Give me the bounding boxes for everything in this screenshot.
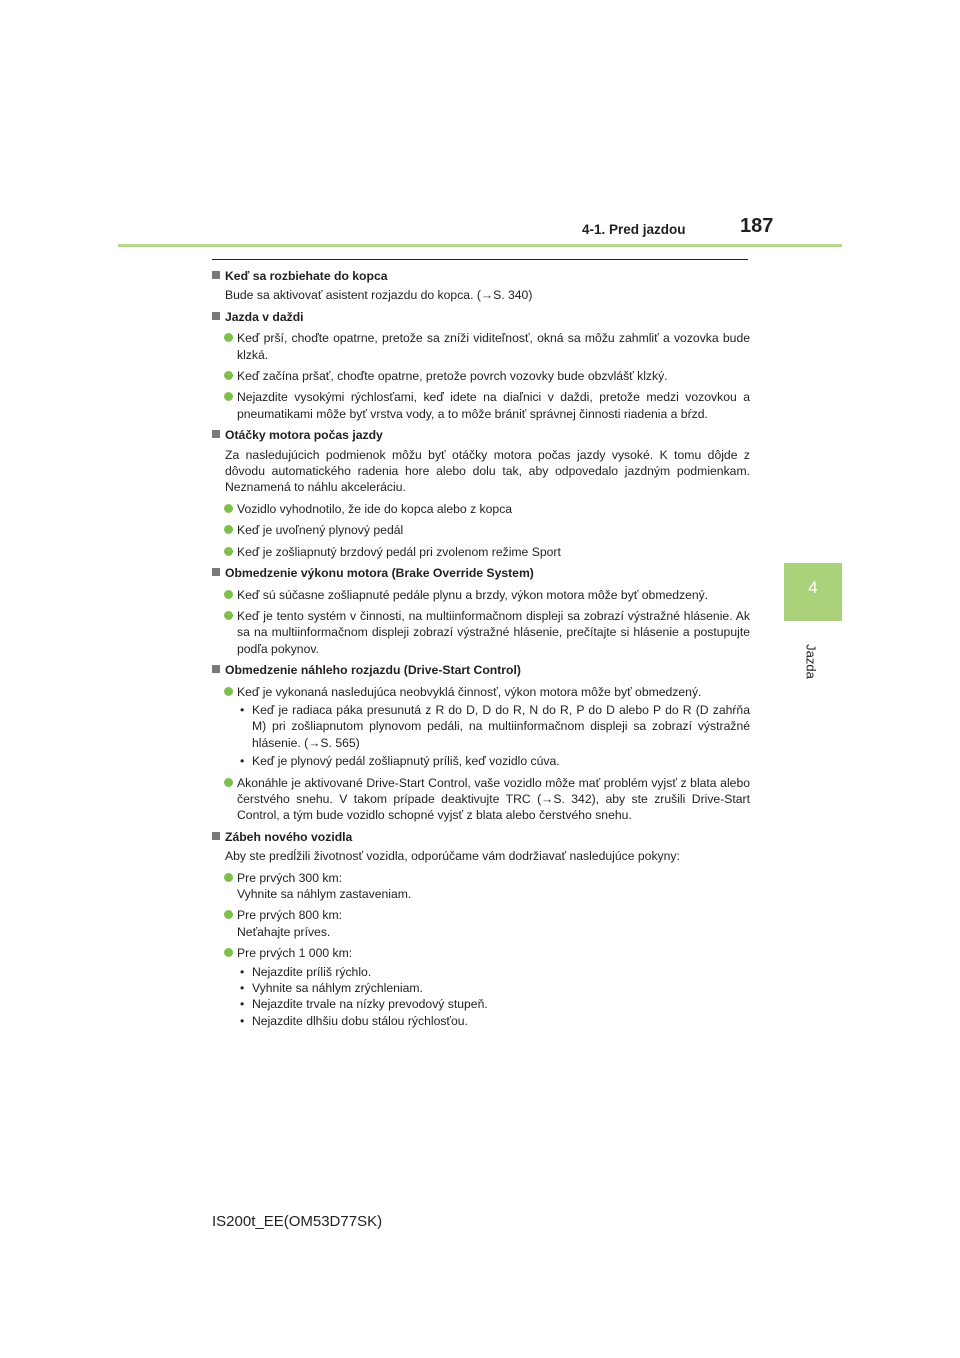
bullet-text: Nejazdite vysokými rýchlosťami, keď idete na diaľnici v daždi, pretože medzi vozovkou a pneumatikami môže byť vrstva vody, a to môže brániť správnej činnosti riadenia a bŕzd. [237, 390, 750, 421]
paragraph: Aby ste predĺžili životnosť vozidla, odporúčame vám dodržiavať nasledujúce pokyny: [225, 849, 680, 864]
square-bullet-icon [212, 665, 220, 673]
bullet-item [212, 330, 750, 363]
section-heading [212, 662, 750, 678]
section-heading [212, 829, 750, 845]
bullet-item [212, 870, 750, 903]
bullet-text: Keď je uvoľnený plynový pedál [237, 523, 404, 538]
bullet-text: Keď začína pršať, choďte opatrne, pretože povrch vozovky bude obzvlášť klzký. [237, 369, 668, 384]
sub-bullet-item [212, 753, 750, 769]
sub-bullet-text: Nejazdite dlhšiu dobu stálou rýchlosťou. [252, 1013, 468, 1028]
square-bullet-icon [212, 832, 220, 840]
sub-bullet-item [212, 964, 750, 980]
bullet-item [212, 587, 750, 603]
sub-bullet-text: Nejazdite príliš rýchlo. [252, 964, 372, 979]
chapter-label [801, 630, 821, 700]
circle-bullet-icon [224, 611, 233, 620]
circle-bullet-icon [224, 910, 233, 919]
manual-code: IS200t_EE(OM53D77SK) [212, 1213, 383, 1230]
bullet-text-line2: Neťahajte príves. [237, 924, 331, 939]
circle-bullet-icon [224, 504, 233, 513]
sub-bullet-text: Vyhnite sa náhlym zrýchleniam. [252, 981, 423, 996]
sub-bullet-item [212, 996, 750, 1012]
heading-text: Jazda v daždi [225, 309, 304, 324]
bullet-item [212, 907, 750, 940]
paragraph: Za nasledujúcich podmienok môžu byť otáčky motora počas jazdy vysoké. K tomu dôjde z dôvodu automatického radenia hore alebo dolu tak, aby odpovedalo jazdným podmienkam. Neznamená to náhlu akceleráciu. [225, 447, 750, 495]
bullet-item [212, 775, 750, 824]
sub-bullet-item [212, 702, 750, 751]
bullet-text: Pre prvých 300 km: [237, 870, 342, 885]
bullet-item [212, 501, 750, 517]
square-bullet-icon [212, 312, 220, 320]
chapter-label-text: Jazda [803, 644, 819, 679]
section-title: 4-1. Pred jazdou [582, 222, 686, 237]
bullet-text-line2: Vyhnite sa náhlym zastaveniam. [237, 887, 412, 901]
heading-text: Obmedzenie náhleho rozjazdu (Drive-Start Control) [225, 663, 521, 678]
bullet-text: Keď sú súčasne zošliapnuté pedále plynu a brzdy, výkon motora môže byť obmedzený. [237, 587, 709, 602]
heading-text: Zábeh nového vozidla [225, 829, 353, 844]
circle-bullet-icon [224, 590, 233, 599]
bullet-item [212, 389, 750, 422]
circle-bullet-icon [224, 525, 233, 534]
section-heading [212, 268, 750, 284]
circle-bullet-icon [224, 371, 233, 380]
dot-bullet-icon: • [240, 754, 245, 769]
paragraph: Bude sa aktivovať asistent rozjazdu do kopca. (→S. 340) [225, 288, 533, 303]
bullet-text: Pre prvých 800 km: [237, 908, 342, 923]
bullet-item [212, 368, 750, 384]
circle-bullet-icon [224, 873, 233, 882]
dot-bullet-icon: • [240, 981, 245, 996]
bullet-text: Keď prší, choďte opatrne, pretože sa zníži viditeľnosť, okná sa môžu zahmliť a vozovka bude klzká. [237, 331, 750, 362]
heading-text: Obmedzenie výkonu motora (Brake Override System) [225, 566, 534, 581]
section-heading [212, 565, 750, 581]
content-top-rule [212, 259, 748, 260]
dot-bullet-icon: • [240, 964, 245, 979]
square-bullet-icon [212, 430, 220, 438]
circle-bullet-icon [224, 687, 233, 696]
bullet-item [212, 608, 750, 657]
section-heading [212, 309, 750, 325]
circle-bullet-icon [224, 547, 233, 556]
header-rule [118, 244, 842, 247]
bullet-item [212, 945, 750, 961]
bullet-item [212, 684, 750, 700]
sub-bullet-item [212, 980, 750, 996]
bullet-text: Akonáhle je aktivované Drive-Start Control, vaše vozidlo môže mať problém vyjsť z blata alebo čerstvého snehu. V takom prípade deaktivujte TRC (→S. 342), aby ste zrušili Drive-Start Control, a tým bude vozidlo schopné vyjsť z blata alebo čerstvého snehu. [237, 775, 750, 823]
circle-bullet-icon [224, 333, 233, 342]
sub-bullet-text: Keď je plynový pedál zošliapnutý príliš, keď vozidlo cúva. [252, 754, 560, 769]
sub-bullet-item [212, 1013, 750, 1029]
page-content [212, 268, 750, 1029]
bullet-text: Keď je tento systém v činnosti, na multiinformačnom displeji sa zobrazí výstražné hlásenie. Ak sa na multiinformačnom displeji zobrazí výstražné hlásenie, prečítajte si hlásenie a postupujte podľa pokynov. [237, 608, 750, 656]
sub-bullet-text: Keď je radiaca páka presunutá z R do D, D do R, N do R, P do D alebo P do R (D zahŕňa M) pri zošliapnutom plynovom pedáli, na multiinformačnom displeji sa zobrazí výstražné hlásenie. (→S. 565) [252, 702, 750, 750]
dot-bullet-icon: • [240, 997, 245, 1012]
bullet-text: Vozidlo vyhodnotilo, že ide do kopca alebo z kopca [237, 501, 513, 516]
heading-text: Keď sa rozbiehate do kopca [225, 269, 388, 283]
page-number: 187 [740, 215, 774, 237]
bullet-item [212, 522, 750, 538]
section-heading [212, 427, 750, 443]
dot-bullet-icon: • [240, 702, 245, 717]
bullet-text: Keď je vykonaná nasledujúca neobvyklá činnosť, výkon motora môže byť obmedzený. [237, 684, 702, 699]
square-bullet-icon [212, 271, 220, 279]
heading-text: Otáčky motora počas jazdy [225, 428, 383, 443]
circle-bullet-icon [224, 392, 233, 401]
dot-bullet-icon: • [240, 1013, 245, 1028]
bullet-text: Pre prvých 1 000 km: [237, 946, 353, 961]
circle-bullet-icon [224, 948, 233, 957]
bullet-item [212, 544, 750, 560]
circle-bullet-icon [224, 778, 233, 787]
bullet-text: Keď je zošliapnutý brzdový pedál pri zvolenom režime Sport [237, 544, 561, 559]
square-bullet-icon [212, 568, 220, 576]
sub-bullet-text: Nejazdite trvale na nízky prevodový stupeň. [252, 997, 488, 1012]
chapter-tab: 4 [784, 563, 842, 621]
